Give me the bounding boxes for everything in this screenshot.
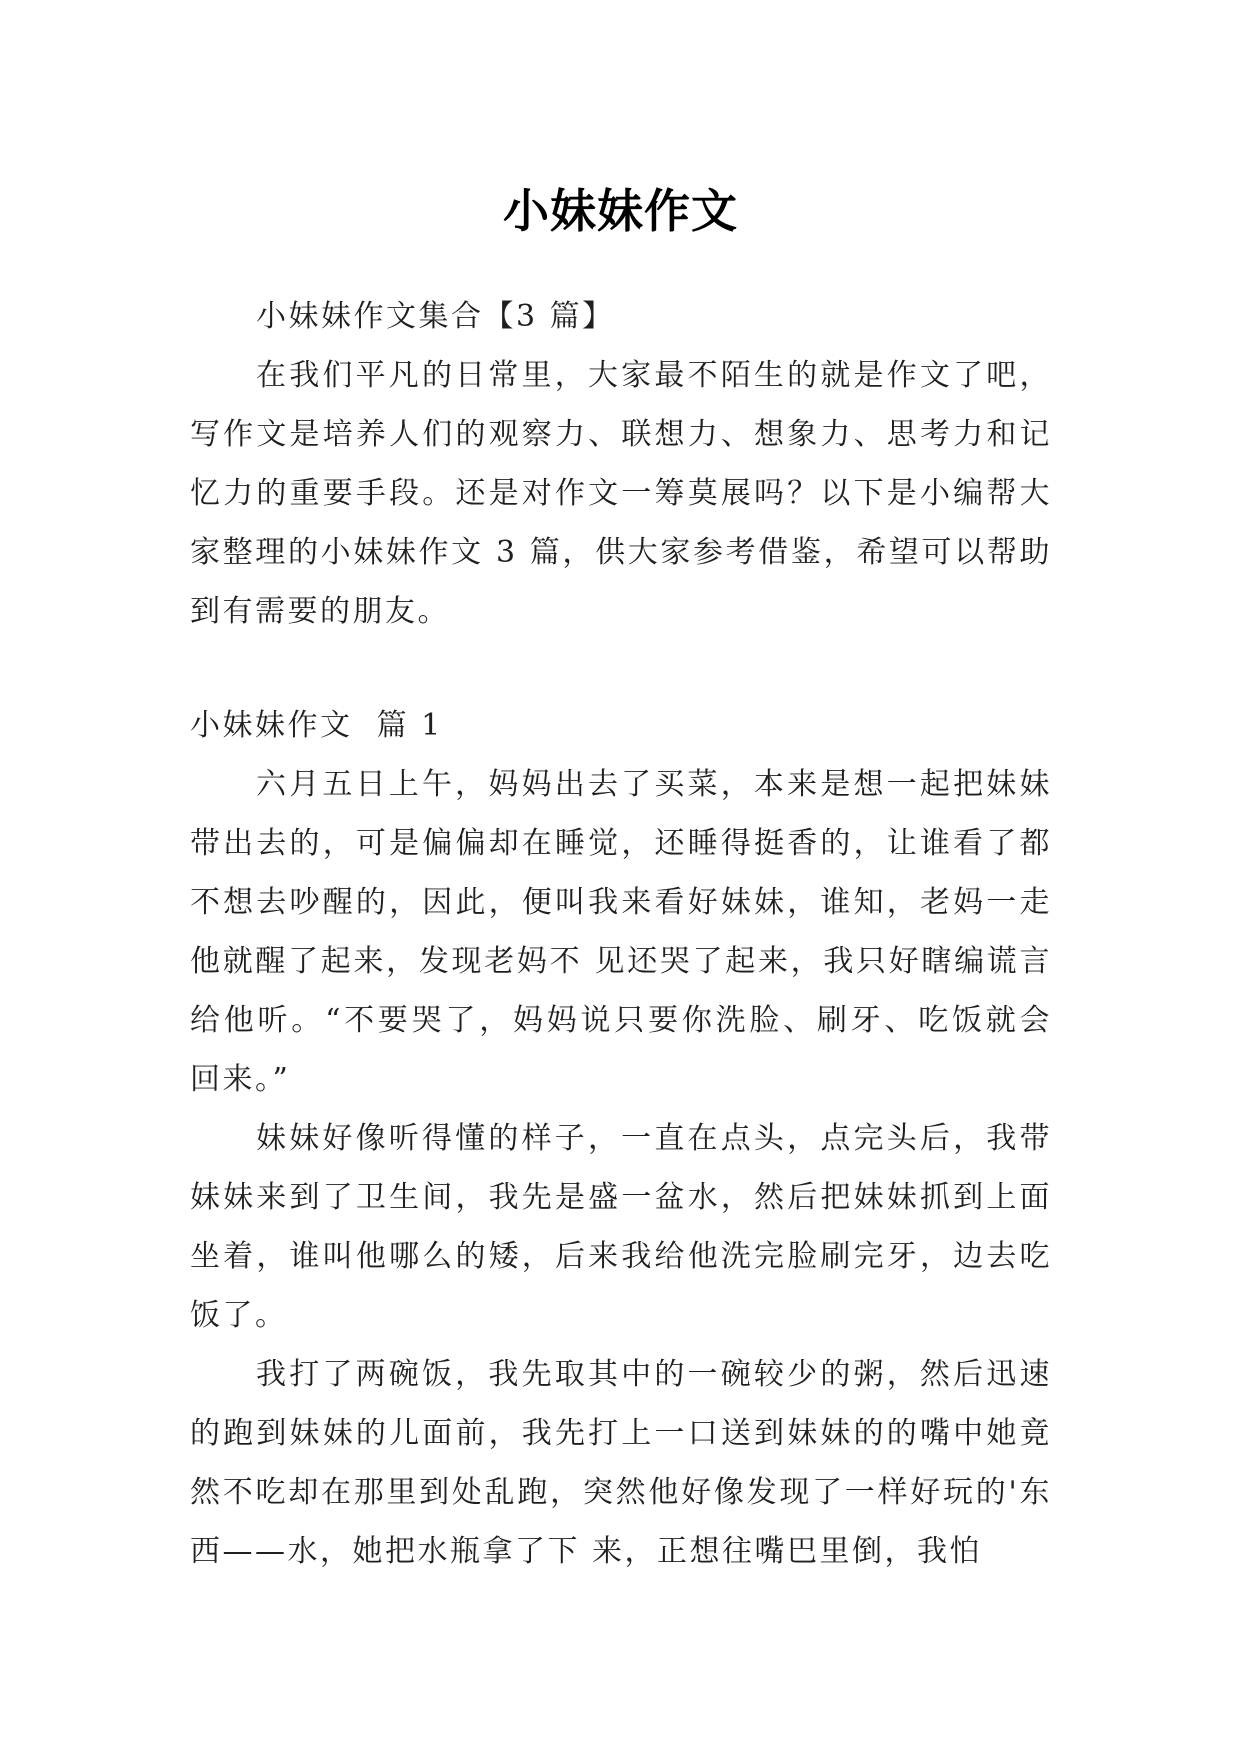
body-paragraph: 我打了两碗饭，我先取其中的一碗较少的粥，然后迅速的跑到妹妹的儿面前，我先打上一口送到妹妹的的嘴中她竟然不吃却在那里到处乱跑，突然他好像发现了一样好玩的'东西——水，她把水瓶拿了下 来，正想往嘴巴里倒，我怕 [190, 1357, 1052, 1569]
intro-paragraph: 在我们平凡的日常里，大家最不陌生的就是作文了吧，写作文是培养人们的观察力、联想力、想象力、思考力和记忆力的重要手段。还是对作文一筹莫展吗？以下是小编帮大家整理的小妹妹作文 3 篇，供大家参考借鉴，希望可以帮助到有需要的朋友。 [190, 358, 1052, 629]
collection-subtitle: 小妹妹作文集合【3 篇】 [256, 299, 615, 334]
document-title: 小妹妹作文 [503, 183, 738, 238]
section-heading: 小妹妹作文 篇 1 [190, 708, 443, 743]
body-paragraph: 六月五日上午，妈妈出去了买菜，本来是想一起把妹妹带出去的，可是偏偏却在睡觉，还睡得挺香的，让谁看了都不想去吵醒的，因此，便叫我来看好妹妹，谁知，老妈一走他就醒了起来，发现老妈不 见还哭了起来，我只好瞎编谎言给他听。“不要哭了，妈妈说只要你洗脸、刷牙、吃饭就会回来。” [190, 767, 1052, 1097]
body-paragraph: 妹妹好像听得懂的样子，一直在点头，点完头后，我带妹妹来到了卫生间，我先是盛一盆水，然后把妹妹抓到上面坐着，谁叫他哪么的矮，后来我给他洗完脸刷完牙，边去吃饭了。 [190, 1121, 1052, 1333]
